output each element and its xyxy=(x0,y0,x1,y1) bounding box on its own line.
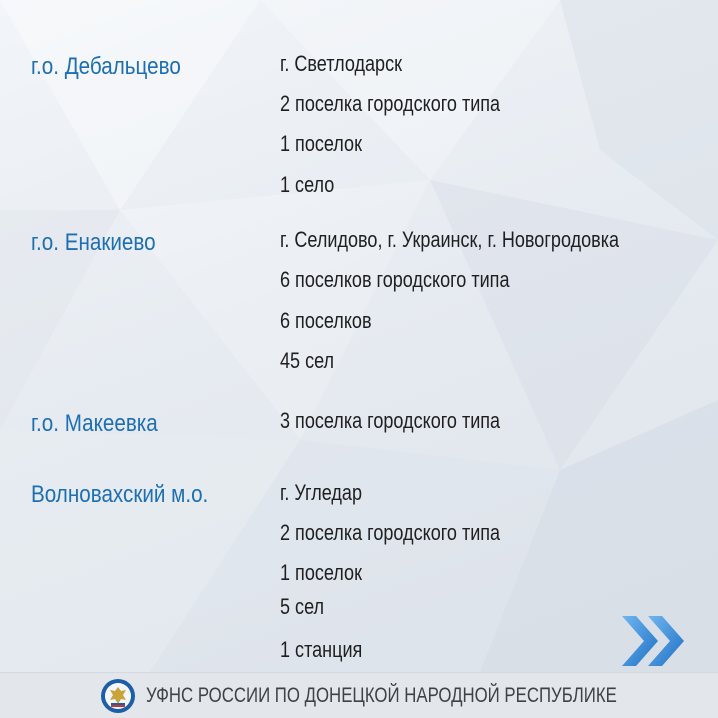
list-item: 45 сел xyxy=(280,348,335,373)
list-item: 6 поселков городского типа xyxy=(280,267,510,292)
district-enakievo: г.о. Енакиево xyxy=(31,229,156,256)
list-item: 1 поселок xyxy=(280,560,362,585)
list-item: 1 станция xyxy=(280,637,363,662)
list-item: 1 поселок xyxy=(280,131,362,156)
double-chevron-right-icon[interactable] xyxy=(620,612,688,670)
list-item: 6 поселков xyxy=(280,308,372,333)
list-item: 2 поселка городского типа xyxy=(280,520,501,545)
list-item: 3 поселка городского типа xyxy=(280,408,501,433)
list-item: г. Селидово, г. Украинск, г. Новогродовка xyxy=(280,227,620,252)
footer-organization-name: УФНС РОССИИ ПО ДОНЕЦКОЙ НАРОДНОЙ РЕСПУБЛИКЕ xyxy=(146,684,617,707)
district-volnovakhsky: Волновахский м.о. xyxy=(31,481,209,508)
list-item: 5 сел xyxy=(280,594,325,619)
fns-emblem-icon xyxy=(100,678,136,714)
list-item: 2 поселка городского типа xyxy=(280,91,501,116)
list-item: г. Угледар xyxy=(280,480,362,505)
footer-bar xyxy=(0,672,718,718)
district-makeevka: г.о. Макеевка xyxy=(31,410,158,437)
list-item: 1 село xyxy=(280,172,335,197)
district-debaltsevo: г.о. Дебальцево xyxy=(31,53,181,80)
list-item: г. Светлодарск xyxy=(280,51,402,76)
